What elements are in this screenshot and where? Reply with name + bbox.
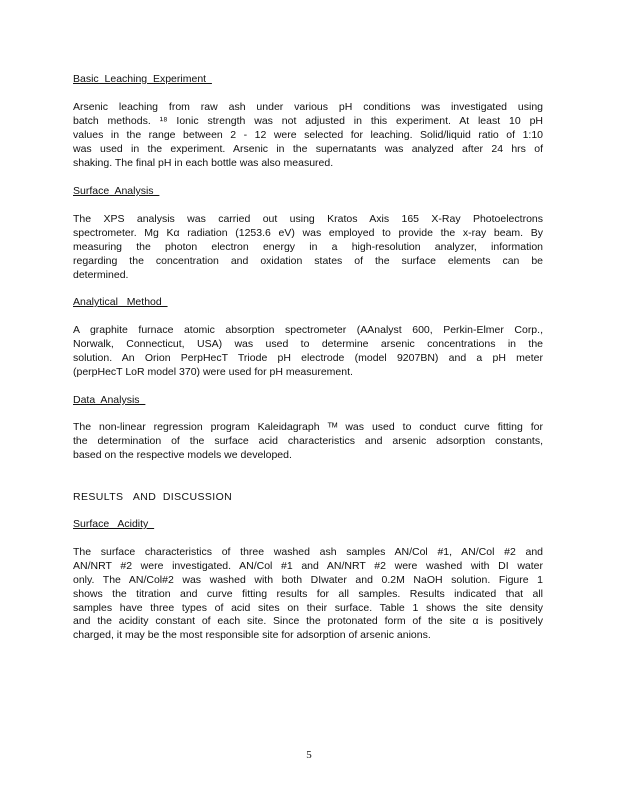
text-line: AN/NRT #2 were investigated. AN/Col #1 and AN/NRT #2 were washed with DI water <box>73 559 543 572</box>
text-line: only. The AN/Col#2 was washed with both DIwater and 0.2M NaOH solution. Figure 1 <box>73 573 543 586</box>
heading-data-analysis: Data Analysis <box>73 394 146 406</box>
text-line: the determination of the surface acid characteristics and arsenic adsorption constants, <box>73 434 543 447</box>
text-line: (perpHecT LoR model 370) were used for pH measurement. <box>73 365 353 378</box>
text-line: Norwalk, Connecticut, USA) was used to determine arsenic concentrations in the <box>73 337 543 350</box>
text-line: solution. An Orion PerpHecT Triode pH electrode (model 9207BN) and a pH meter <box>73 351 543 364</box>
text-line: determined. <box>73 268 129 281</box>
text-line: shows the titration and curve fitting results for all samples. Results indicated that all <box>73 587 543 600</box>
text-line: based on the respective models we developed. <box>73 448 292 461</box>
paragraph-data-analysis <box>73 421 543 463</box>
heading-results-and-discussion: RESULTS AND DISCUSSION <box>73 491 233 503</box>
paragraph-surface-acidity <box>73 546 543 643</box>
text-line: and the acidity constant of each site. Since the protonated form of the site α is positively <box>73 615 543 628</box>
paragraph-surface-analysis <box>73 213 543 282</box>
heading-surface-acidity: Surface Acidity <box>73 518 155 530</box>
text-line: samples have three types of acid sites on their surface. Table 1 shows the site density <box>73 601 543 614</box>
paragraph-analytical-method <box>73 324 543 380</box>
text-line: spectrometer. Mg Kα radiation (1253.6 eV) was employed to provide the x-ray beam. By <box>73 226 543 239</box>
text-line: A graphite furnace atomic absorption spectrometer (AAnalyst 600, Perkin-Elmer Corp., <box>73 324 543 336</box>
text-line: regarding the concentration and oxidation states of the surface elements can be <box>73 254 543 267</box>
text-line: The non-linear regression program Kaleidagraph ᵀᴹ was used to conduct curve fitting for <box>73 421 543 433</box>
text-line: was used in the experiment. Arsenic in the supernatants was analyzed after 24 hrs of <box>73 142 543 155</box>
text-line: The XPS analysis was carried out using Kratos Axis 165 X-Ray Photoelectrons <box>73 213 543 225</box>
text-line: charged, it may be the most responsible site for adsorption of arsenic anions. <box>73 629 431 642</box>
heading-analytical-method: Analytical Method <box>73 296 168 308</box>
text-line: shaking. The final pH in each bottle was also measured. <box>73 156 334 169</box>
text-line: measuring the photon electron energy in a high-resolution analyzer, information <box>73 240 543 253</box>
paragraph-basic-leaching <box>73 101 543 170</box>
text-line: batch methods. ¹⁸ Ionic strength was not adjusted in this experiment. At least 10 pH <box>73 114 543 127</box>
text-line: values in the range between 2 - 12 were selected for leaching. Solid/liquid ratio of 1:10 <box>73 128 543 141</box>
text-line: The surface characteristics of three washed ash samples AN/Col #1, AN/Col #2 and <box>73 546 543 558</box>
page-number: 5 <box>306 749 312 761</box>
text-line: Arsenic leaching from raw ash under various pH conditions was investigated using <box>73 101 543 113</box>
heading-surface-analysis: Surface Analysis <box>73 185 160 197</box>
heading-basic-leaching-experiment: Basic Leaching Experiment <box>73 73 212 85</box>
